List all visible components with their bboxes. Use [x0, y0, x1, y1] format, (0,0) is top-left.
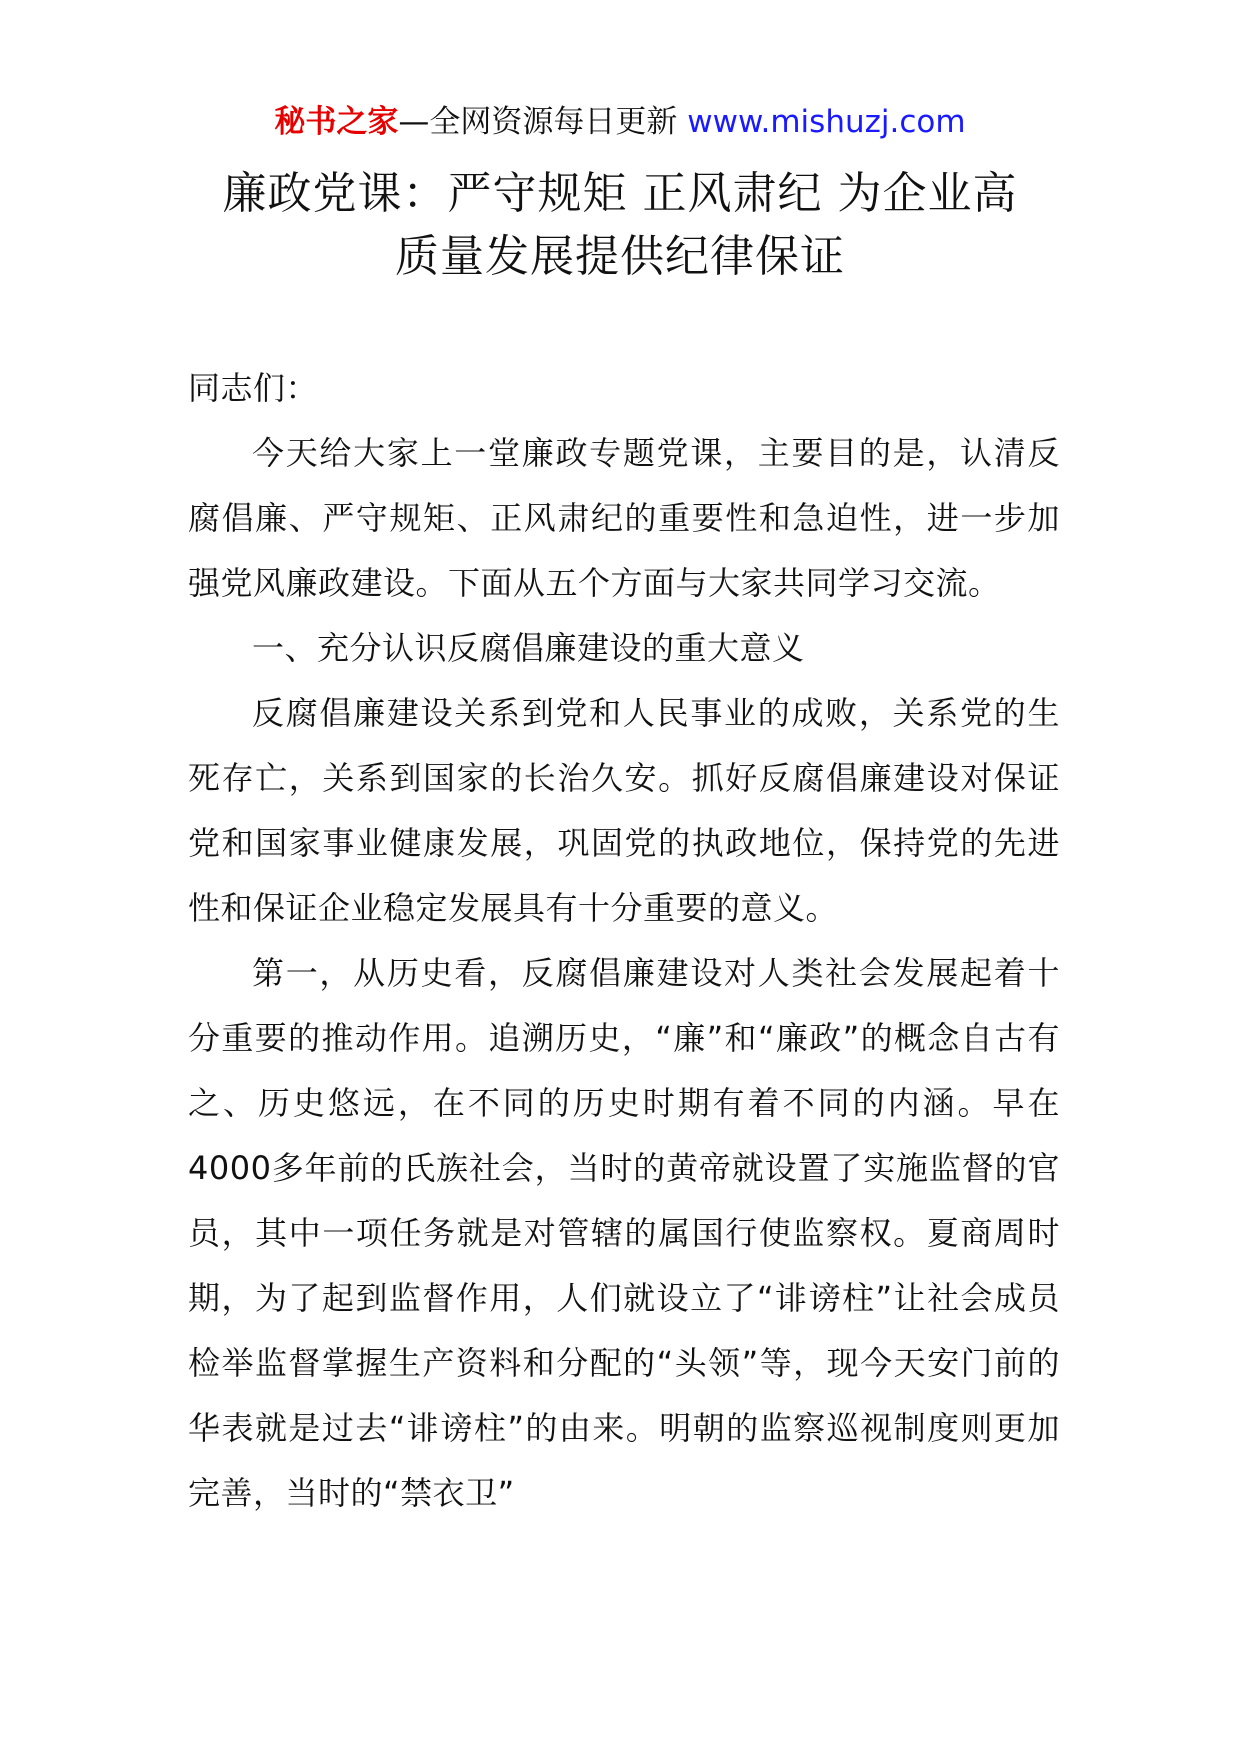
- body-paragraph: 反腐倡廉建设关系到党和人民事业的成败，关系党的生死存亡，关系到国家的长治久安。抓好反腐倡廉建设对保证党和国家事业健康发展，巩固党的执政地位，保持党的先进性和保证企业稳定发展具有十分重要的意义。: [188, 694, 1060, 927]
- site-banner: [0, 100, 1240, 144]
- document-title: [150, 162, 1090, 288]
- title-line-2: 质量发展提供纪律保证: [395, 231, 845, 282]
- intro-paragraph: 今天给大家上一堂廉政专题党课，主要目的是，认清反腐倡廉、严守规矩、正风肃纪的重要性和急迫性，进一步加强党风廉政建设。下面从五个方面与大家共同学习交流。: [188, 434, 1060, 602]
- section-heading-1: 一、充分认识反腐倡廉建设的重大意义: [252, 629, 805, 667]
- greeting: 同志们：: [188, 369, 319, 407]
- banner-url-link[interactable]: www.mishuzj.com: [687, 104, 966, 140]
- title-line-1: 廉政党课：严守规矩 正风肃纪 为企业高: [222, 168, 1018, 219]
- document-body: [188, 356, 1060, 1526]
- banner-tagline: —全网资源每日更新: [398, 104, 688, 140]
- banner-brand: 秘书之家: [274, 104, 399, 140]
- body-paragraph: 第一，从历史看，反腐倡廉建设对人类社会发展起着十分重要的推动作用。追溯历史，“廉”和“廉政”的概念自古有之、历史悠远，在不同的历史时期有着不同的内涵。早在4000多年前的氏族社会，当时的黄帝就设置了实施监督的官员，其中一项任务就是对管辖的属国行使监察权。夏商周时期，为了起到监督作用，人们就设立了“诽谤柱”让社会成员检举监督掌握生产资料和分配的“头领”等，现今天安门前的华表就是过去“诽谤柱”的由来。明朝的监察巡视制度则更加完善，当时的“禁衣卫”: [188, 954, 1060, 1512]
